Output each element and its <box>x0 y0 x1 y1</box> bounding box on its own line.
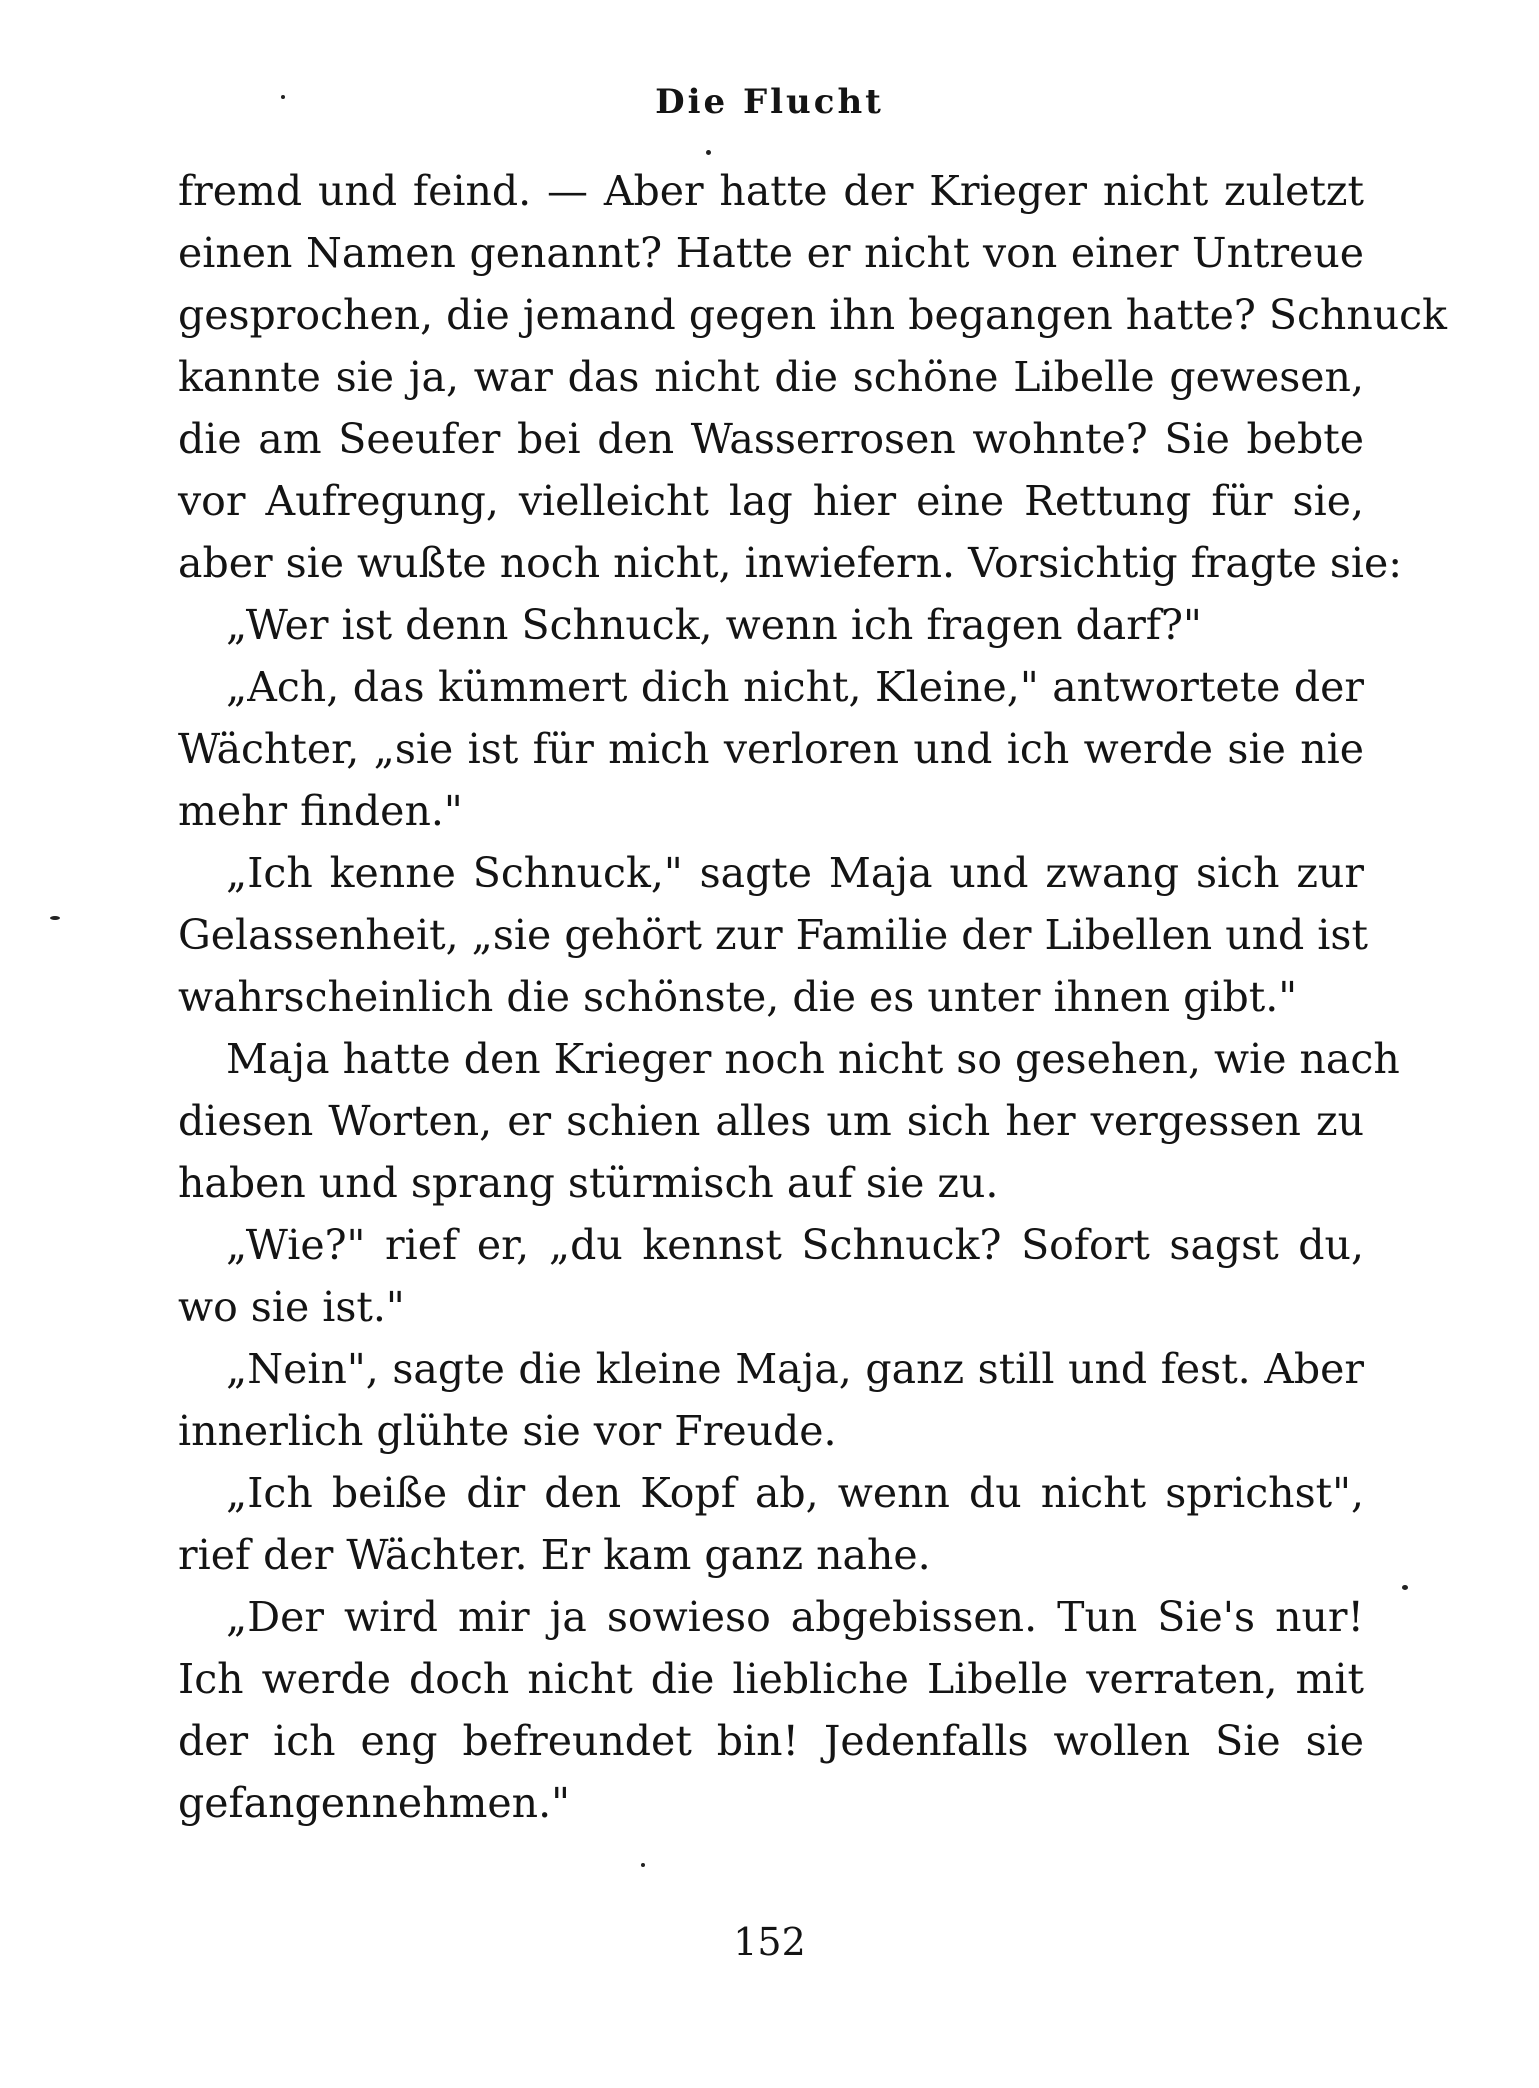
text-line: Wächter, „sie ist für mich verloren und ich werde sie nie <box>178 725 1364 773</box>
text-line: „Ich kenne Schnuck," sagte Maja und zwang sich zur <box>226 849 1364 897</box>
text-line: „Wie?" rief er, „du kennst Schnuck? Sofort sagst du, <box>226 1221 1364 1269</box>
text-line: wo sie ist." <box>178 1283 405 1331</box>
scan-speck <box>706 150 711 155</box>
text-line: wahrscheinlich die schönste, die es unter ihnen gibt." <box>178 973 1298 1021</box>
scan-speck <box>50 916 60 920</box>
text-line: diesen Worten, er schien alles um sich her vergessen zu <box>178 1097 1364 1145</box>
text-line: „Wer ist denn Schnuck, wenn ich fragen darf?" <box>226 601 1202 649</box>
text-line: mehr finden." <box>178 787 463 835</box>
scan-speck <box>641 1863 645 1867</box>
text-line: aber sie wußte noch nicht, inwiefern. Vorsichtig fragte sie: <box>178 539 1403 587</box>
text-line: die am Seeufer bei den Wasserrosen wohnte? Sie bebte <box>178 415 1364 463</box>
text-line: der ich eng befreundet bin! Jedenfalls wollen Sie sie <box>178 1717 1364 1765</box>
text-line: innerlich glühte sie vor Freude. <box>178 1407 837 1455</box>
scan-speck <box>281 95 285 99</box>
text-line: Maja hatte den Krieger noch nicht so gesehen, wie nach <box>226 1035 1400 1083</box>
text-line: „Ach, das kümmert dich nicht, Kleine," antwortete der <box>226 663 1364 711</box>
text-line: gefangennehmen." <box>178 1779 570 1827</box>
text-line: vor Aufregung, vielleicht lag hier eine Rettung für sie, <box>178 477 1364 525</box>
text-line: rief der Wächter. Er kam ganz nahe. <box>178 1531 931 1579</box>
text-line: gesprochen, die jemand gegen ihn begangen hatte? Schnuck <box>178 291 1447 339</box>
text-line: „Ich beiße dir den Kopf ab, wenn du nicht sprichst", <box>226 1469 1364 1517</box>
page-number: 152 <box>733 1920 806 1964</box>
running-head: Die Flucht <box>655 82 884 122</box>
text-line: „Nein", sagte die kleine Maja, ganz still und fest. Aber <box>226 1345 1364 1393</box>
text-line: haben und sprang stürmisch auf sie zu. <box>178 1159 999 1207</box>
text-line: einen Namen genannt? Hatte er nicht von einer Untreue <box>178 229 1364 277</box>
text-line: Gelassenheit, „sie gehört zur Familie der Libellen und ist <box>178 911 1368 959</box>
text-line: Ich werde doch nicht die liebliche Libelle verraten, mit <box>178 1655 1364 1703</box>
text-line: fremd und feind. — Aber hatte der Krieger nicht zuletzt <box>178 167 1364 215</box>
text-line: kannte sie ja, war das nicht die schöne Libelle gewesen, <box>178 353 1364 401</box>
scan-speck <box>1402 1585 1408 1590</box>
text-line: „Der wird mir ja sowieso abgebissen. Tun Sie's nur! <box>226 1593 1364 1641</box>
